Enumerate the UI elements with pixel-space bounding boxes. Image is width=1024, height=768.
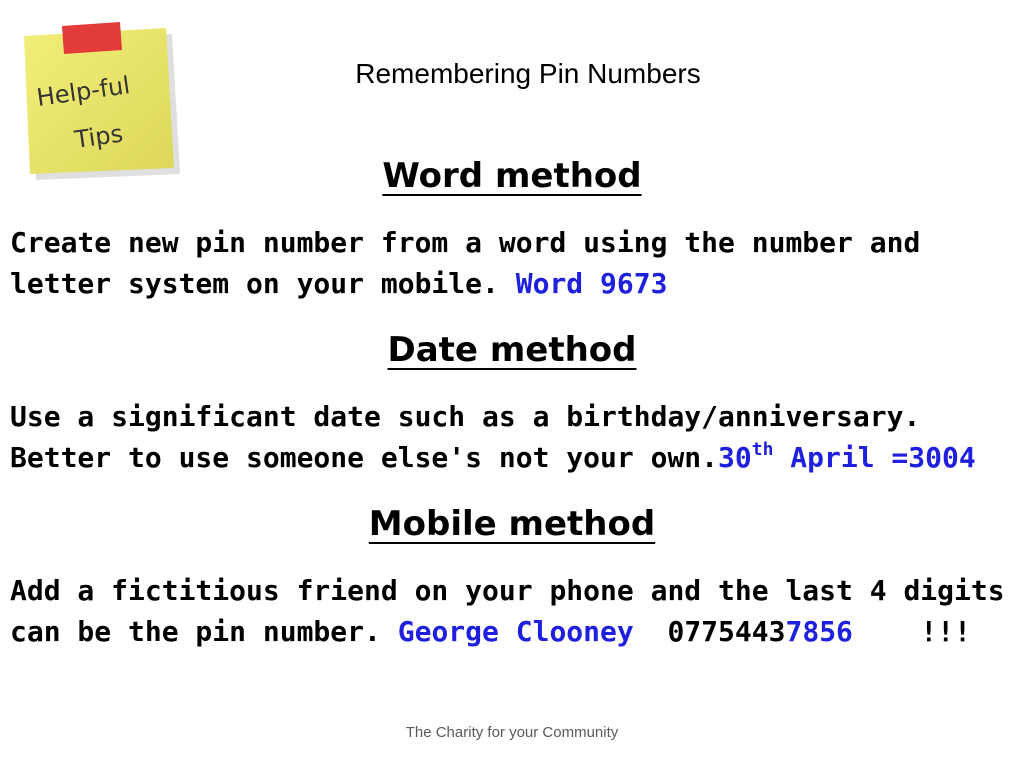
date-method-example-day: 30 (718, 441, 752, 474)
mobile-method-example-phone-digits: 7856 (785, 615, 853, 648)
slide-title: Remembering Pin Numbers (355, 58, 701, 89)
date-method-heading: Date method (387, 330, 637, 370)
footer: The Charity for your Community (405, 724, 619, 741)
mobile-method-heading: Mobile method (368, 504, 656, 544)
word-method-line-2: letter system on your mobile. (10, 267, 516, 300)
red-tape-icon (62, 22, 122, 54)
date-method-text (10, 396, 1020, 478)
word-method-line-1: Create new pin number from a word using the number and (10, 226, 921, 259)
word-method-example: Word 9673 (515, 267, 668, 300)
mobile-method-example-name: George Clooney (397, 615, 634, 648)
date-method-line-2: Better to use someone else's not your own. (10, 441, 719, 474)
mobile-method-line-1: Add a fictitious friend on your phone and the last 4 digits (10, 574, 1005, 607)
word-method-heading: Word method (382, 156, 642, 196)
date-method-example-rest: April =3004 (773, 441, 976, 474)
date-method-example-suffix: th (751, 439, 774, 460)
mobile-method-text (10, 570, 1020, 652)
note-line-1: Help-ful (34, 71, 132, 112)
mobile-method-line-2: can be the pin number. (10, 615, 398, 648)
date-method-line-1: Use a significant date such as a birthday/anniversary. (10, 400, 921, 433)
word-method-text (10, 222, 1020, 304)
mobile-method-exclamation: !!! (920, 615, 971, 648)
note-line-2: Tips (72, 119, 125, 154)
mobile-method-example-phone-prefix: 0775443 (667, 615, 786, 648)
